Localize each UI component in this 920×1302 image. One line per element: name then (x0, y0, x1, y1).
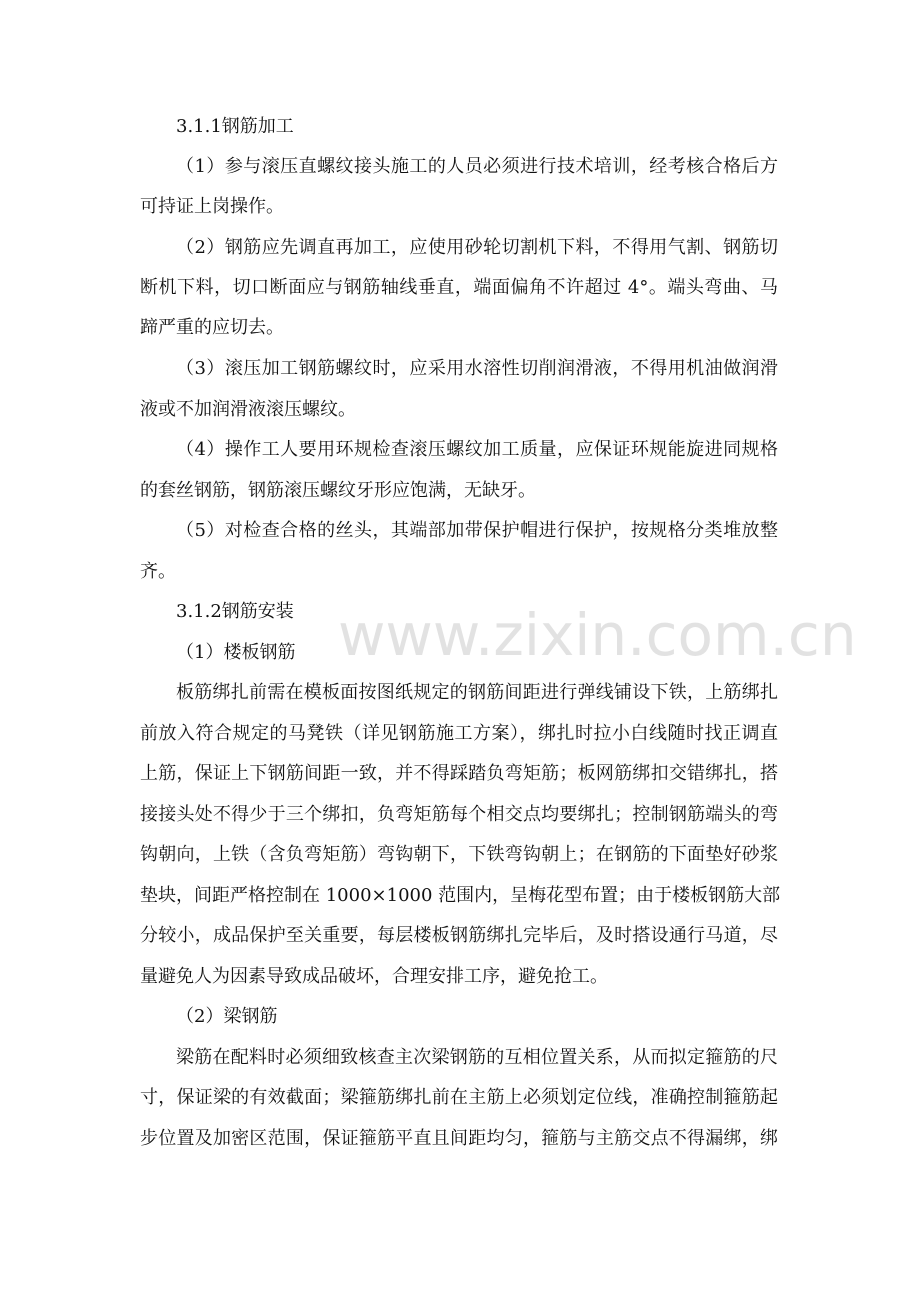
paragraph-line: 前放入符合规定的马凳铁（详见钢筋施工方案），绑扎时拉小白线随时找正调直 (140, 723, 778, 744)
paragraph-line: （2）钢筋应先调直再加工，应使用砂轮切割机下料，不得用气割、钢筋切 (176, 237, 778, 258)
paragraph-line: 上筋，保证上下钢筋间距一致，并不得踩踏负弯矩筋；板网筋绑扣交错绑扎，搭 (140, 763, 778, 784)
paragraph-line: （4）操作工人要用环规检查滚压螺纹加工质量，应保证环规能旋进同规格 (176, 439, 778, 460)
paragraph-line: 梁筋在配料时必须细致核查主次梁钢筋的互相位置关系，从而拟定箍筋的尺 (176, 1047, 778, 1068)
paragraph-line: 齐。 (140, 561, 176, 582)
section-heading-3-1-2: 3.1.2钢筋安装 (176, 601, 294, 622)
section-heading-3-1-1: 3.1.1钢筋加工 (176, 116, 294, 137)
paragraph-line: 分较小，成品保护至关重要，每层楼板钢筋绑扎完毕后，及时搭设通行马道，尽 (140, 925, 778, 946)
paragraph-line: 断机下料，切口断面应与钢筋轴线垂直，端面偏角不许超过 4°。端头弯曲、马 (140, 277, 778, 298)
paragraph-line: （5）对检查合格的丝头，其端部加带保护帽进行保护，按规格分类堆放整 (176, 520, 778, 541)
paragraph-line: 垫块，间距严格控制在 1000×1000 范围内，呈梅花型布置；由于楼板钢筋大部 (140, 885, 781, 906)
paragraph-line: 蹄严重的应切去。 (140, 317, 284, 338)
paragraph-line: 的套丝钢筋，钢筋滚压螺纹牙形应饱满，无缺牙。 (140, 480, 536, 501)
paragraph-line: 可持证上岗操作。 (140, 196, 284, 217)
paragraph-line: （3）滚压加工钢筋螺纹时，应采用水溶性切削润滑液，不得用机油做润滑 (176, 358, 778, 379)
paragraph-line: 接接头处不得少于三个绑扣，负弯矩筋每个相交点均要绑扎；控制钢筋端头的弯 (140, 804, 778, 825)
subsection-heading: （2）梁钢筋 (176, 1006, 278, 1027)
paragraph-line: （1）参与滚压直螺纹接头施工的人员必须进行技术培训，经考核合格后方 (176, 156, 778, 177)
paragraph-line: 步位置及加密区范围，保证箍筋平直且间距均匀，箍筋与主筋交点不得漏绑，绑 (140, 1128, 778, 1149)
paragraph-line: 寸，保证梁的有效截面；梁箍筋绑扎前在主筋上必须划定位线，准确控制箍筋起 (140, 1087, 778, 1108)
subsection-heading: （1）楼板钢筋 (176, 642, 296, 663)
paragraph-line: 量避免人为因素导致成品破坏，合理安排工序，避免抢工。 (140, 966, 608, 987)
paragraph-line: 液或不加润滑液滚压螺纹。 (140, 399, 356, 420)
watermark-text: www.zixin.com.cn (338, 601, 857, 669)
paragraph-line: 板筋绑扎前需在模板面按图纸规定的钢筋间距进行弹线铺设下铁，上筋绑扎 (176, 682, 778, 703)
paragraph-line: 钩朝向，上铁（含负弯矩筋）弯钩朝下，下铁弯钩朝上；在钢筋的下面垫好砂浆 (140, 844, 778, 865)
